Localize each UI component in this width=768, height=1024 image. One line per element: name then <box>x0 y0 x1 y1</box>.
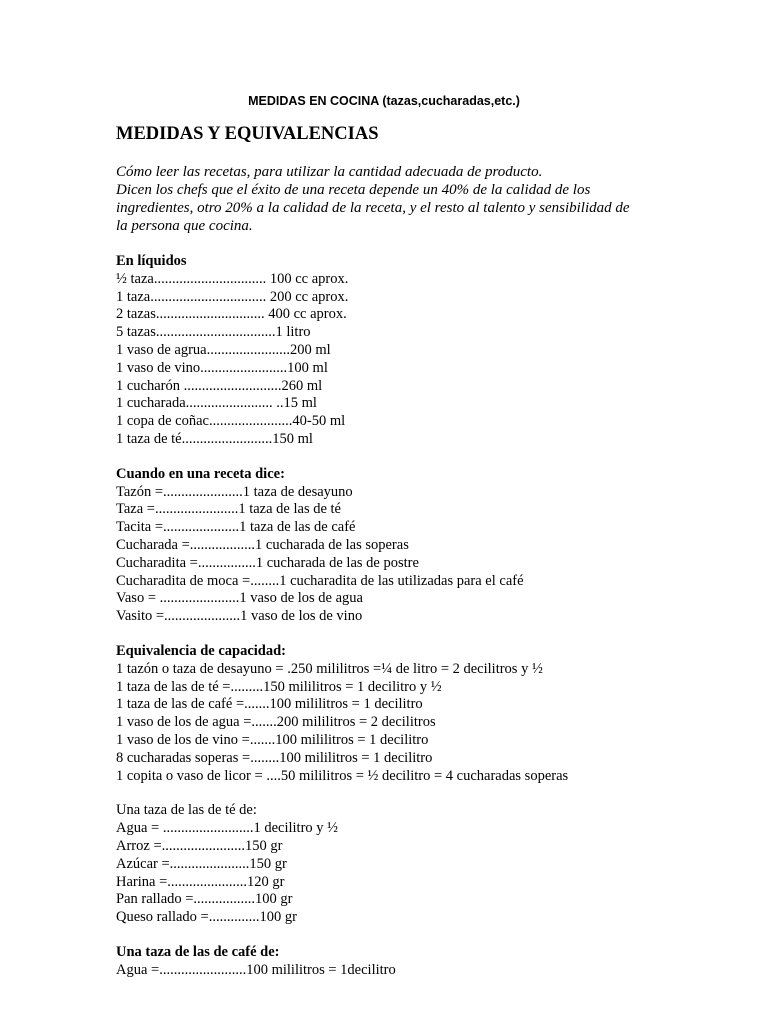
measure-line: Cucharadita =................1 cucharada de las de postre <box>116 554 419 571</box>
measure-line: Cucharada =..................1 cucharada de las soperas <box>116 536 409 553</box>
intro-line: Cómo leer las recetas, para utilizar la cantidad adecuada de producto. <box>116 164 543 180</box>
section-heading: Equivalencia de capacidad: <box>116 642 286 659</box>
intro-line: la persona que cocina. <box>116 218 253 234</box>
measure-line: 1 taza de las de café =.......100 mililitros = 1 decilitro <box>116 696 423 713</box>
measure-line: 1 copa de coñac.......................40-50 ml <box>116 413 346 430</box>
measure-line: Pan rallado =.................100 gr <box>116 891 293 908</box>
measure-line: 1 taza................................ 200 cc aprox. <box>116 288 349 305</box>
measure-line: 2 tazas.............................. 400 cc aprox. <box>116 306 347 323</box>
section-heading: Una taza de las de café de: <box>116 943 280 960</box>
document-header: MEDIDAS EN COCINA (tazas,cucharadas,etc.) <box>248 94 520 108</box>
section-intro-text: Una taza de las de té de: <box>116 802 257 819</box>
measure-line: Arroz =.......................150 gr <box>116 837 283 854</box>
measure-line: 1 vaso de agrua.......................200 ml <box>116 341 331 358</box>
measure-line: 1 cucharón ...........................260 ml <box>116 377 323 394</box>
section-heading: En líquidos <box>116 253 187 269</box>
measure-line: Cucharadita de moca =........1 cucharadita de las utilizadas para el café <box>116 572 524 589</box>
measure-line: 1 tazón o taza de desayuno = .250 mililitros =¼ de litro = 2 decilitros y ½ <box>116 660 543 677</box>
measure-line: Agua =........................100 mililitros = 1decilitro <box>116 961 396 978</box>
section-liquidos <box>116 253 676 449</box>
measure-line: 1 copita o vaso de licor = ....50 mililitros = ½ decilitro = 4 cucharadas soperas <box>116 767 569 784</box>
intro-line: ingredientes, otro 20% a la calidad de la receta, y el resto al talento y sensibilidad de <box>116 200 630 216</box>
section-receta <box>116 466 676 626</box>
measure-line: Tazón =......................1 taza de desayuno <box>116 483 353 500</box>
measure-line: Harina =......................120 gr <box>116 873 285 890</box>
document-body <box>116 122 676 996</box>
measure-line: Agua = .........................1 decilitro y ½ <box>116 820 339 837</box>
measure-line: 1 vaso de los de vino =.......100 mililitros = 1 decilitro <box>116 731 429 748</box>
section-heading: Cuando en una receta dice: <box>116 465 285 482</box>
measure-line: 5 tazas.................................1 litro <box>116 324 311 341</box>
measure-line: 1 taza de las de té =.........150 mililitros = 1 decilitro y ½ <box>116 678 442 695</box>
intro-line: Dicen los chefs que el éxito de una receta depende un 40% de la calidad de los <box>116 182 591 198</box>
measure-line: Azúcar =......................150 gr <box>116 855 287 872</box>
section-te <box>116 802 676 927</box>
measure-line: Tacita =.....................1 taza de las de café <box>116 519 356 536</box>
measure-line: 1 vaso de vino........................100 ml <box>116 359 328 376</box>
measure-line: 1 cucharada........................ ..15 ml <box>116 395 317 412</box>
section-capacidad <box>116 643 676 785</box>
measure-line: Vasito =.....................1 vaso de los de vino <box>116 608 363 625</box>
section-cafe <box>116 944 676 980</box>
intro-paragraph <box>116 163 676 235</box>
measure-line: 8 cucharadas soperas =........100 mililitros = 1 decilitro <box>116 749 433 766</box>
measure-line: 1 taza de té.........................150 ml <box>116 430 313 447</box>
measure-line: Taza =.......................1 taza de las de té <box>116 501 341 518</box>
page-title: MEDIDAS Y EQUIVALENCIAS <box>116 124 379 144</box>
measure-line: 1 vaso de los de agua =.......200 mililitros = 2 decilitros <box>116 714 436 731</box>
measure-line: ½ taza............................... 100 cc aprox. <box>116 270 349 287</box>
measure-line: Vaso = ......................1 vaso de los de agua <box>116 590 363 607</box>
measure-line: Queso rallado =..............100 gr <box>116 909 297 926</box>
